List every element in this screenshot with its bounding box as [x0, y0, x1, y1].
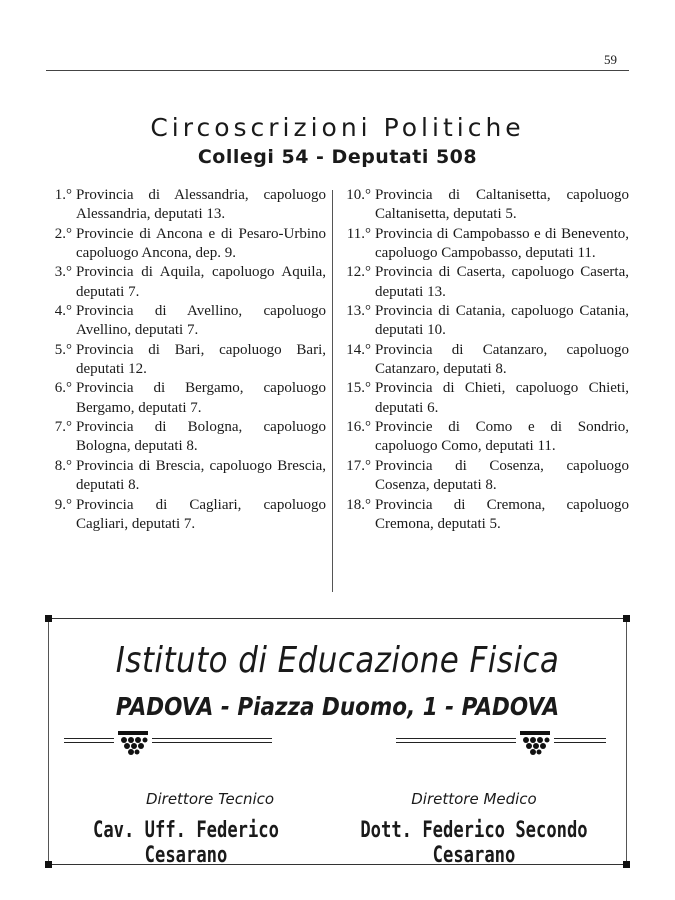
- entry-number: 14.°: [346, 341, 371, 358]
- list-item: [46, 418, 326, 457]
- left-column: [46, 186, 326, 534]
- list-item: [46, 263, 326, 302]
- page-title: Circoscrizioni Politiche: [150, 112, 525, 142]
- entry-text: Provincia di Catania, capoluogo Catania, deputati 10.: [375, 303, 629, 339]
- entry-number: 11.°: [346, 225, 371, 242]
- page-subtitle: Collegi 54 - Deputati 508: [197, 146, 478, 168]
- entry-number: 1.°: [54, 187, 72, 203]
- advertisement: [46, 618, 629, 866]
- corner-square-icon: [45, 861, 52, 868]
- entry-text: Provincia di Cagliari, capoluogo Cagliari, deputati 7.: [76, 496, 326, 532]
- ornament-divider: [46, 730, 629, 756]
- left-role-title: Direttore Tecnico: [145, 790, 275, 808]
- list-item: [46, 379, 326, 418]
- list-item: [338, 225, 629, 264]
- right-director-name: Dott. Federico Secondo Cesarano: [360, 818, 588, 868]
- entry-number: 13.°: [346, 303, 371, 320]
- list-item: [338, 186, 629, 225]
- entry-number: 10.°: [346, 187, 371, 203]
- entry-text: Provincia di Catanzaro, capoluogo Catanzaro, deputati 8.: [375, 341, 629, 378]
- entry-text: Provincia di Aquila, capoluogo Aquila, deputati 7.: [76, 264, 326, 300]
- list-item: [338, 496, 629, 535]
- entry-text: Provincia di Cremona, capoluogo Cremona, deputati 5.: [375, 496, 629, 532]
- right-column: [338, 186, 629, 534]
- entry-number: 5.°: [54, 341, 72, 358]
- list-item: [46, 341, 326, 380]
- entry-text: Provincia di Alessandria, capoluogo Alessandria, deputati 13.: [76, 187, 326, 223]
- column-divider: [332, 190, 333, 592]
- ornament-line: [396, 738, 516, 743]
- list-item: [46, 302, 326, 341]
- entry-number: 9.°: [54, 496, 72, 513]
- left-director-name: Cav. Uff. Federico Cesarano: [93, 818, 279, 868]
- list-item: [46, 457, 326, 496]
- ad-address: PADOVA - Piazza Duomo, 1 - PADOVA: [115, 692, 560, 721]
- entry-text: Provincia di Bari, capoluogo Bari, deputati 12.: [76, 341, 326, 378]
- grape-cluster-icon: [520, 730, 550, 756]
- entry-text: Provincia di Chieti, capoluogo Chieti, deputati 6.: [375, 380, 629, 416]
- entry-text: Provincia di Campobasso e di Benevento, capoluogo Campobasso, deputati 11.: [375, 225, 629, 261]
- list-item: [338, 379, 629, 418]
- page-number: 59: [604, 52, 617, 67]
- entry-text: Provincie di Ancona e di Pesaro-Urbino capoluogo Ancona, dep. 9.: [76, 225, 326, 261]
- entry-number: 16.°: [346, 419, 371, 436]
- entry-text: Provincia di Avellino, capoluogo Avellino, deputati 7.: [76, 303, 326, 339]
- entry-number: 3.°: [54, 264, 72, 281]
- list-item: [46, 225, 326, 264]
- entry-number: 2.°: [54, 225, 72, 242]
- list-item: [338, 457, 629, 496]
- list-item: [338, 302, 629, 341]
- entry-text: Provincia di Caltanisetta, capoluogo Caltanisetta, deputati 5.: [375, 187, 629, 223]
- ornament-line: [152, 738, 272, 743]
- corner-square-icon: [623, 615, 630, 622]
- ornament-line: [554, 738, 606, 743]
- entry-text: Provincia di Caserta, capoluogo Caserta, deputati 13.: [375, 264, 629, 300]
- corner-square-icon: [45, 615, 52, 622]
- entry-text: Provincia di Bergamo, capoluogo Bergamo, deputati 7.: [76, 380, 326, 416]
- entry-number: 6.°: [54, 380, 72, 397]
- list-item: [46, 496, 326, 535]
- list-item: [338, 418, 629, 457]
- ad-border-top: [46, 618, 629, 619]
- entry-number: 8.°: [54, 457, 72, 474]
- corner-square-icon: [623, 861, 630, 868]
- entry-number: 12.°: [346, 264, 371, 281]
- right-role-title: Direttore Medico: [411, 790, 537, 808]
- list-item: [46, 186, 326, 225]
- entry-number: 17.°: [346, 457, 371, 474]
- grape-cluster-icon: [118, 730, 148, 756]
- ad-institute-name: Istituto di Educazione Fisica: [115, 640, 560, 681]
- constituency-list: [46, 186, 629, 596]
- list-item: [338, 341, 629, 380]
- ornament-line: [64, 738, 114, 743]
- entry-number: 18.°: [346, 496, 371, 513]
- entry-text: Provincie di Como e di Sondrio, capoluogo Como, deputati 11.: [375, 419, 629, 455]
- header-rule: [46, 70, 629, 71]
- entry-number: 4.°: [54, 303, 72, 320]
- entry-text: Provincia di Bologna, capoluogo Bologna, deputati 8.: [76, 419, 326, 455]
- entry-number: 7.°: [54, 419, 72, 436]
- entry-number: 15.°: [346, 380, 371, 397]
- entry-text: Provincia di Brescia, capoluogo Brescia, deputati 8.: [76, 457, 326, 494]
- list-item: [338, 263, 629, 302]
- entry-text: Provincia di Cosenza, capoluogo Cosenza, deputati 8.: [375, 457, 629, 494]
